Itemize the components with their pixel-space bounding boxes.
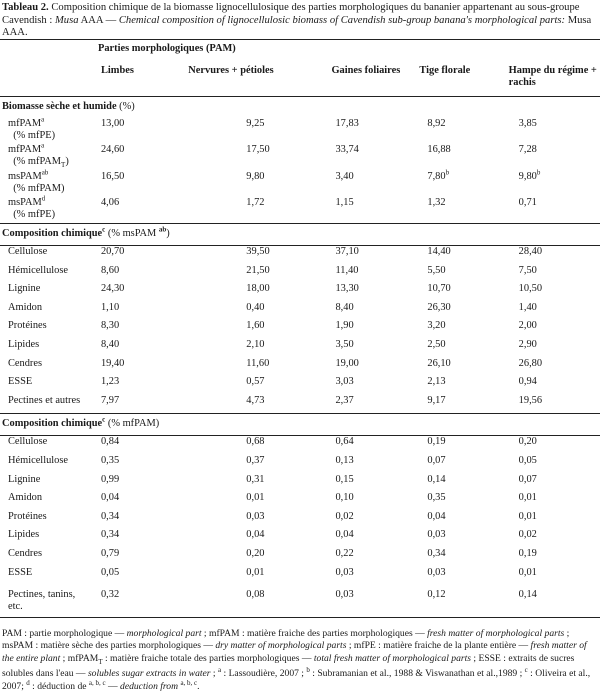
value-cell: 9,80 — [246, 171, 265, 183]
table-row — [0, 548, 600, 567]
value-cell: 0,10 — [335, 492, 354, 504]
value-cell: 0,40 — [246, 301, 265, 313]
table-row — [0, 492, 600, 511]
value-cell: 26,80 — [518, 357, 543, 369]
value-cell: 17,50 — [246, 144, 270, 155]
value-cell: 13,00 — [100, 118, 125, 129]
row-label: Amidon — [8, 301, 43, 313]
section-title: Biomasse sèche et humide (%) — [2, 101, 135, 112]
value-cell: 2,50 — [427, 339, 446, 351]
value-cell: 8,60 — [100, 264, 120, 276]
section-title: Composition chimique$^c$ (% mfPAM) — [0, 414, 600, 436]
table-footnote: PAM : partie morphologique — morphological part ; mfPAM : matière fraiche des parties morphologiques — fresh matter of morphological parts ; msPAM : matière sèche des parties morphologiques — dry matter of morphological parts ; mfPE : matière fraiche de la plante entière — fresh matter of the entire plant ; mfPAM$_T$ : matière fraiche totale des parties morphologiques — total fresh matter of morphological parts ; ESSE : extraits de sucres solubles dans l'eau — solubles sugar extracts in water ; $^a$ : Lassoudière, 2007 ; $^b$ : Subramanian et al., 1988 & Viswanathan et al.,1989 ; $^c$ : Oliveira et al., 2007; $^d$ : déduction de $^{a, b, c}$ — deduction from $^{a, b, c}$. — [2, 628, 591, 692]
row-label: Protéines — [8, 320, 47, 332]
value-cell: 1,23 — [100, 376, 120, 388]
value-cell: 4,06 — [100, 197, 120, 209]
section-header-row — [0, 414, 600, 436]
value-cell: 2,00 — [518, 320, 537, 332]
table-row — [0, 246, 600, 265]
value-cell: 2,13 — [427, 376, 446, 388]
value-cell: 3,40 — [335, 171, 354, 183]
col-header: Nervures + pétioles — [188, 63, 331, 97]
value-cell: 1,72 — [246, 197, 265, 209]
value-cell: 0,20 — [246, 547, 265, 559]
value-cell: 0,01 — [246, 492, 265, 504]
composition-table — [0, 39, 600, 618]
value-cell: 8,40 — [100, 339, 120, 351]
value-cell: 0,01 — [518, 492, 537, 504]
table-row — [0, 197, 600, 224]
value-cell: 0,19 — [427, 436, 446, 448]
table-row — [0, 585, 600, 618]
row-label: Cendres — [8, 357, 43, 369]
table-row — [0, 376, 600, 395]
value-cell: 0,35 — [100, 455, 120, 467]
row-label: Lignine — [8, 473, 41, 485]
row-label: msPAM$^{ab}$ (% mfPAM) — [8, 168, 65, 195]
header-group-row — [0, 40, 600, 64]
value-cell: 0,79 — [100, 547, 120, 559]
col-header: Gaines foliaires — [331, 63, 419, 97]
value-cell: 0,07 — [518, 473, 537, 485]
value-cell: 11,40 — [335, 264, 359, 276]
value-cell: 0,22 — [335, 547, 354, 559]
value-cell: 19,00 — [335, 357, 359, 369]
header-columns-row — [0, 63, 600, 97]
value-cell: 8,92 — [427, 118, 446, 129]
value-cell: 0,03 — [246, 510, 265, 522]
value-cell: 0,14 — [509, 585, 600, 618]
table-row — [0, 455, 600, 474]
value-cell: 8,40 — [335, 301, 354, 313]
table-row — [0, 302, 600, 321]
row-label: Cellulose — [8, 246, 48, 258]
value-cell: 10,50 — [518, 283, 543, 295]
table-row — [0, 171, 600, 197]
table-row — [0, 567, 600, 586]
section-header-row — [0, 224, 600, 246]
value-cell: 0,07 — [427, 455, 446, 467]
value-cell: 7,80$^b$ — [427, 168, 450, 183]
table-row — [0, 339, 600, 358]
row-label: ESSE — [8, 566, 33, 578]
value-cell: 16,50 — [100, 171, 125, 183]
value-cell: 2,37 — [335, 394, 354, 406]
section-title: Composition chimique$^c$ (% msPAM $^{ab}$) — [0, 224, 600, 246]
value-cell: 7,28 — [518, 144, 537, 155]
value-cell: 0,04 — [100, 492, 120, 504]
table-row — [0, 144, 600, 171]
value-cell: 0,37 — [246, 455, 265, 467]
value-cell: 19,40 — [100, 357, 125, 369]
value-cell: 0,94 — [518, 376, 537, 388]
row-label: Cendres — [8, 547, 43, 559]
row-label: Cellulose — [8, 436, 48, 448]
row-label: Amidon — [8, 492, 43, 504]
value-cell: 1,32 — [427, 197, 446, 209]
value-cell: 1,90 — [335, 320, 354, 332]
value-cell: 0,01 — [246, 566, 265, 578]
value-cell: 26,10 — [427, 357, 451, 369]
table-row — [0, 358, 600, 377]
row-label: msPAM$^d$ (% mfPE) — [8, 194, 56, 221]
value-cell: 14,40 — [427, 246, 451, 258]
value-cell: 0,04 — [427, 510, 446, 522]
value-cell: 0,08 — [188, 585, 331, 618]
header-group: Parties morphologiques (PAM) — [0, 40, 600, 64]
value-cell: 8,30 — [100, 320, 120, 332]
value-cell: 9,17 — [427, 394, 446, 406]
value-cell: 0,04 — [246, 529, 265, 541]
value-cell: 0,35 — [427, 492, 446, 504]
section-header-row — [0, 97, 600, 119]
row-label: Hémicellulose — [8, 264, 69, 276]
value-cell: 3,50 — [335, 339, 354, 351]
value-cell: 0,05 — [518, 455, 537, 467]
value-cell: 28,40 — [518, 246, 543, 258]
row-label: Protéines — [8, 510, 47, 522]
row-label: Lipides — [8, 339, 40, 351]
row-label: mfPAM$^a$ (% mfPAM$_T$) — [8, 141, 69, 170]
value-cell: 0,15 — [335, 473, 354, 485]
row-label: Hémicellulose — [8, 455, 69, 467]
table-row — [0, 395, 600, 414]
value-cell: 0,57 — [246, 376, 265, 388]
value-cell: 0,84 — [100, 436, 120, 448]
value-cell: 0,19 — [518, 547, 537, 559]
row-label: ESSE — [8, 376, 33, 388]
value-cell: 0,12 — [419, 585, 508, 618]
table-row — [0, 511, 600, 530]
table-row — [0, 320, 600, 339]
caption-label: Tableau 2. — [2, 2, 49, 13]
value-cell: 0,04 — [335, 529, 354, 541]
value-cell: 1,10 — [100, 301, 120, 313]
value-cell: 21,50 — [246, 264, 270, 276]
value-cell: 0,64 — [335, 436, 354, 448]
value-cell: 0,14 — [427, 473, 446, 485]
value-cell: 0,34 — [100, 510, 120, 522]
value-cell: 0,32 — [101, 585, 188, 618]
value-cell: 3,20 — [427, 320, 446, 332]
row-label: Lipides — [8, 529, 40, 541]
col-header: Limbes — [101, 63, 188, 97]
col-header: Hampe du régime + rachis — [509, 63, 600, 97]
value-cell: 5,50 — [427, 264, 446, 276]
row-label: Pectines, tanins, etc. — [0, 585, 101, 618]
value-cell: 2,10 — [246, 339, 265, 351]
value-cell: 0,34 — [100, 529, 120, 541]
table-row — [0, 283, 600, 302]
value-cell: 17,83 — [335, 118, 359, 129]
value-cell: 3,03 — [335, 376, 354, 388]
value-cell: 7,50 — [518, 264, 537, 276]
value-cell: 19,56 — [518, 394, 543, 406]
value-cell: 0,03 — [427, 529, 446, 541]
value-cell: 9,25 — [246, 118, 265, 129]
value-cell: 26,30 — [427, 301, 451, 313]
value-cell: 37,10 — [335, 246, 359, 258]
row-label: mfPAM$^a$ (% mfPE) — [8, 115, 56, 141]
value-cell: 16,88 — [427, 144, 451, 155]
value-cell: 33,74 — [335, 144, 359, 155]
value-cell: 4,73 — [246, 394, 265, 406]
table-caption: Tableau 2. Composition chimique de la biomasse lignocellulosique des parties morphologiques du bananier appartenant au sous-groupe Cavendish : Musa AAA — Chemical composition of lignocellulosic biomass of Cavendish sub-group banana's morphological parts: Musa AAA. — [2, 2, 592, 39]
value-cell: 0,03 — [427, 566, 446, 578]
row-label: Pectines et autres — [8, 394, 81, 406]
value-cell: 1,15 — [335, 197, 354, 209]
value-cell: 0,31 — [246, 473, 265, 485]
value-cell: 1,40 — [518, 301, 537, 313]
value-cell: 2,90 — [518, 339, 537, 351]
value-cell: 13,30 — [335, 283, 359, 295]
value-cell: 9,80$^b$ — [518, 168, 541, 183]
value-cell: 0,03 — [335, 566, 354, 578]
value-cell: 7,97 — [100, 394, 120, 406]
value-cell: 24,30 — [100, 283, 125, 295]
value-cell: 0,02 — [518, 529, 537, 541]
value-cell: 39,50 — [246, 246, 270, 258]
value-cell: 0,99 — [100, 473, 120, 485]
value-cell: 3,85 — [518, 118, 537, 129]
value-cell: 0,71 — [518, 197, 537, 209]
table-row — [0, 118, 600, 144]
value-cell: 18,00 — [246, 283, 270, 295]
value-cell: 0,13 — [335, 455, 354, 467]
table-row — [0, 265, 600, 284]
table-row — [0, 436, 600, 455]
value-cell: 24,60 — [100, 144, 125, 155]
value-cell: 11,60 — [246, 357, 270, 369]
row-label: Lignine — [8, 283, 41, 295]
value-cell: 0,34 — [427, 547, 446, 559]
value-cell: 0,68 — [246, 436, 265, 448]
value-cell: 0,03 — [331, 585, 419, 618]
value-cell: 10,70 — [427, 283, 451, 295]
value-cell: 0,01 — [518, 566, 537, 578]
col-header: Tige florale — [419, 63, 508, 97]
table-row — [0, 529, 600, 548]
value-cell: 1,60 — [246, 320, 265, 332]
value-cell: 20,70 — [100, 246, 125, 258]
table-row — [0, 474, 600, 493]
value-cell: 0,02 — [335, 510, 354, 522]
value-cell: 0,20 — [518, 436, 537, 448]
value-cell: 0,01 — [518, 510, 537, 522]
value-cell: 0,05 — [100, 566, 120, 578]
